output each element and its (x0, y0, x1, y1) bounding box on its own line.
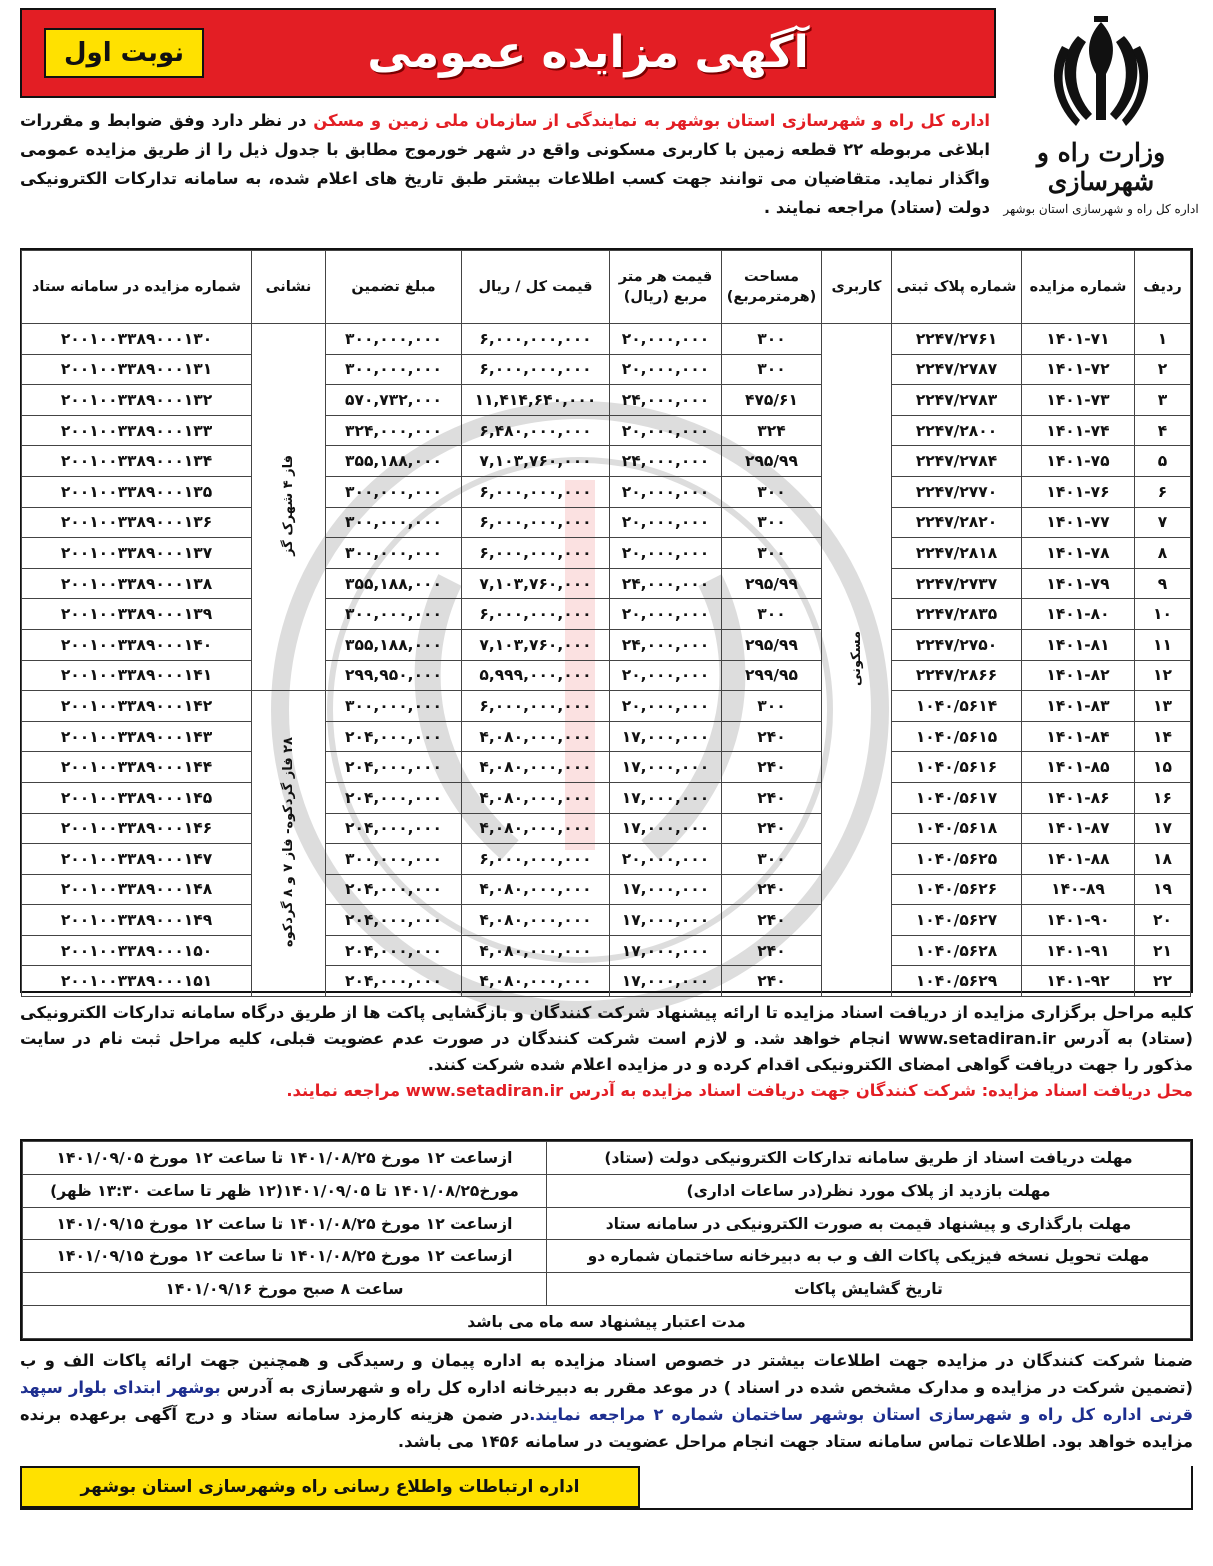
area-cell: ۲۴۰ (722, 782, 822, 813)
plaque-cell: ۱۰۴۰/۵۶۱۴ (892, 691, 1022, 722)
area-cell: ۲۹۵/۹۹ (722, 446, 822, 477)
total-price-cell: ۴,۰۸۰,۰۰۰,۰۰۰ (462, 721, 610, 752)
row-number-cell: ۱۲ (1135, 660, 1191, 691)
deadline-label: مهلت بازدید از پلاک مورد نظر(در ساعات اداری) (546, 1174, 1190, 1207)
setad-number-cell: ۲۰۰۱۰۰۳۳۸۹۰۰۰۱۴۳ (22, 721, 252, 752)
header-address: نشانی (252, 251, 326, 324)
area-cell: ۳۰۰ (722, 476, 822, 507)
area-cell: ۳۰۰ (722, 538, 822, 569)
plaque-cell: ۲۲۴۷/۲۷۷۰ (892, 476, 1022, 507)
closing-part-2: در ضمن هزینه کارمزد سامانه ستاد و درج آگهی برعهده برنده مزایده خواهد بود. اطلاعات تماس سامانه ستاد جهت انجام مراحل عضویت در سامانه ۱۴۵۶ می باشد. (20, 1405, 1193, 1451)
unit-price-cell: ۱۷,۰۰۰,۰۰۰ (610, 752, 722, 783)
deposit-cell: ۳۰۰,۰۰۰,۰۰۰ (326, 507, 462, 538)
footer-office: اداره ارتباطات واطلاع رسانی راه وشهرسازی استان بوشهر (20, 1466, 640, 1508)
setad-number-cell: ۲۰۰۱۰۰۳۳۸۹۰۰۰۱۴۶ (22, 813, 252, 844)
deposit-cell: ۳۲۴,۰۰۰,۰۰۰ (326, 415, 462, 446)
deadline-label: مهلت بارگذاری و پیشنهاد قیمت به صورت الکترونیکی در سامانه ستاد (546, 1207, 1190, 1240)
auction-number-cell: ۱۴۰۱-۷۵ (1022, 446, 1135, 477)
plaque-cell: ۱۰۴۰/۵۶۱۵ (892, 721, 1022, 752)
document-pickup-text: محل دریافت اسناد مزایده: شرکت کنندگان جهت دریافت اسناد مزایده به آدرس www.setadiran.ir مراجعه نمایند. (286, 1081, 1193, 1100)
total-price-cell: ۶,۰۰۰,۰۰۰,۰۰۰ (462, 476, 610, 507)
total-price-cell: ۷,۱۰۳,۷۶۰,۰۰۰ (462, 568, 610, 599)
row-number-cell: ۱۹ (1135, 874, 1191, 905)
area-cell: ۲۴۰ (722, 905, 822, 936)
total-price-cell: ۷,۱۰۳,۷۶۰,۰۰۰ (462, 446, 610, 477)
plaque-cell: ۲۲۴۷/۲۷۳۷ (892, 568, 1022, 599)
area-cell: ۳۲۴ (722, 415, 822, 446)
plaque-cell: ۲۲۴۷/۲۸۲۰ (892, 507, 1022, 538)
setad-number-cell: ۲۰۰۱۰۰۳۳۸۹۰۰۰۱۳۵ (22, 476, 252, 507)
deposit-cell: ۲۰۴,۰۰۰,۰۰۰ (326, 966, 462, 997)
total-price-cell: ۱۱,۴۱۴,۶۴۰,۰۰۰ (462, 385, 610, 416)
closing-paragraph (20, 1347, 1193, 1455)
deposit-cell: ۲۰۴,۰۰۰,۰۰۰ (326, 874, 462, 905)
setad-number-cell: ۲۰۰۱۰۰۳۳۸۹۰۰۰۱۵۱ (22, 966, 252, 997)
deposit-cell: ۳۰۰,۰۰۰,۰۰۰ (326, 691, 462, 722)
area-cell: ۳۰۰ (722, 691, 822, 722)
deposit-cell: ۲۰۴,۰۰۰,۰۰۰ (326, 721, 462, 752)
deadline-value: ازساعت ۱۲ مورخ ۱۴۰۱/۰۸/۲۵ تا ساعت ۱۲ مورخ ۱۴۰۱/۰۹/۱۵ (23, 1240, 547, 1273)
deadlines-table (22, 1141, 1191, 1339)
unit-price-cell: ۲۰,۰۰۰,۰۰۰ (610, 415, 722, 446)
deposit-cell: ۵۷۰,۷۳۲,۰۰۰ (326, 385, 462, 416)
header-setad-number: شماره مزایده در سامانه ستاد (22, 251, 252, 324)
unit-price-cell: ۱۷,۰۰۰,۰۰۰ (610, 905, 722, 936)
header-plaque: شماره پلاک ثبتی (892, 251, 1022, 324)
plaque-cell: ۲۲۴۷/۲۸۰۰ (892, 415, 1022, 446)
deposit-cell: ۲۰۴,۰۰۰,۰۰۰ (326, 752, 462, 783)
table-row (22, 813, 1191, 844)
row-number-cell: ۲۱ (1135, 935, 1191, 966)
table-row (22, 721, 1191, 752)
table-row (22, 354, 1191, 385)
setad-number-cell: ۲۰۰۱۰۰۳۳۸۹۰۰۰۱۴۸ (22, 874, 252, 905)
ministry-name: وزارت راه و شهرسازی (1036, 138, 1166, 196)
address-cell (252, 691, 326, 997)
deposit-cell: ۳۵۵,۱۸۸,۰۰۰ (326, 629, 462, 660)
row-number-cell: ۶ (1135, 476, 1191, 507)
plaque-cell: ۱۰۴۰/۵۶۱۷ (892, 782, 1022, 813)
notice-title: آگهی مزایده عمومی (367, 27, 809, 78)
area-cell: ۲۴۰ (722, 813, 822, 844)
table-row (22, 599, 1191, 630)
round-badge: نوبت اول (44, 28, 204, 78)
deadline-label: مهلت تحویل نسخه فیزیکی پاکات الف و ب به دبیرخانه ساختمان شماره دو (546, 1240, 1190, 1273)
deadline-row (23, 1142, 1191, 1175)
row-number-cell: ۲۰ (1135, 905, 1191, 936)
row-number-cell: ۸ (1135, 538, 1191, 569)
plaque-cell: ۱۰۴۰/۵۶۲۵ (892, 844, 1022, 875)
setad-number-cell: ۲۰۰۱۰۰۳۳۸۹۰۰۰۱۳۱ (22, 354, 252, 385)
area-cell: ۲۴۰ (722, 721, 822, 752)
setad-number-cell: ۲۰۰۱۰۰۳۳۸۹۰۰۰۱۴۱ (22, 660, 252, 691)
unit-price-cell: ۲۰,۰۰۰,۰۰۰ (610, 507, 722, 538)
deposit-cell: ۳۰۰,۰۰۰,۰۰۰ (326, 476, 462, 507)
deadlines-table-container (20, 1139, 1193, 1341)
table-row (22, 568, 1191, 599)
plaque-cell: ۲۲۴۷/۲۷۵۰ (892, 629, 1022, 660)
ministry-logo (996, 16, 1206, 226)
deposit-cell: ۲۰۴,۰۰۰,۰۰۰ (326, 935, 462, 966)
row-number-cell: ۵ (1135, 446, 1191, 477)
row-number-cell: ۱۵ (1135, 752, 1191, 783)
plaque-cell: ۲۲۴۷/۲۷۸۴ (892, 446, 1022, 477)
deposit-cell: ۳۰۰,۰۰۰,۰۰۰ (326, 538, 462, 569)
table-row (22, 446, 1191, 477)
unit-price-cell: ۲۰,۰۰۰,۰۰۰ (610, 660, 722, 691)
total-price-cell: ۴,۰۸۰,۰۰۰,۰۰۰ (462, 752, 610, 783)
table-row (22, 476, 1191, 507)
area-cell: ۳۰۰ (722, 324, 822, 355)
unit-price-cell: ۲۴,۰۰۰,۰۰۰ (610, 568, 722, 599)
header-unit-price: قیمت هر متر مربع (ریال) (610, 251, 722, 324)
deposit-cell: ۲۰۴,۰۰۰,۰۰۰ (326, 782, 462, 813)
area-cell: ۴۷۵/۶۱ (722, 385, 822, 416)
usage-label: مسکونی (849, 630, 864, 686)
deposit-cell: ۳۰۰,۰۰۰,۰۰۰ (326, 844, 462, 875)
header-area: مساحت (هرمترمربع) (722, 251, 822, 324)
deposit-cell: ۳۰۰,۰۰۰,۰۰۰ (326, 599, 462, 630)
auction-number-cell: ۱۴۰۱-۸۴ (1022, 721, 1135, 752)
auction-number-cell: ۱۴۰۱-۸۳ (1022, 691, 1135, 722)
intro-paragraph (20, 106, 990, 222)
auction-table-body (22, 324, 1191, 997)
total-price-cell: ۶,۴۸۰,۰۰۰,۰۰۰ (462, 415, 610, 446)
table-row (22, 905, 1191, 936)
total-price-cell: ۶,۰۰۰,۰۰۰,۰۰۰ (462, 599, 610, 630)
unit-price-cell: ۲۰,۰۰۰,۰۰۰ (610, 538, 722, 569)
validity-row (23, 1306, 1191, 1339)
unit-price-cell: ۱۷,۰۰۰,۰۰۰ (610, 721, 722, 752)
deadline-row (23, 1273, 1191, 1306)
auction-number-cell: ۱۴۰۱-۷۴ (1022, 415, 1135, 446)
setad-number-cell: ۲۰۰۱۰۰۳۳۸۹۰۰۰۱۳۹ (22, 599, 252, 630)
setad-number-cell: ۲۰۰۱۰۰۳۳۸۹۰۰۰۱۳۶ (22, 507, 252, 538)
setad-number-cell: ۲۰۰۱۰۰۳۳۸۹۰۰۰۱۳۳ (22, 415, 252, 446)
plaque-cell: ۲۲۴۷/۲۷۶۱ (892, 324, 1022, 355)
auction-table-container (20, 248, 1193, 993)
table-row (22, 874, 1191, 905)
offer-validity: مدت اعتبار پیشنهاد سه ماه می باشد (23, 1306, 1191, 1339)
auction-number-cell: ۱۴۰۱-۷۶ (1022, 476, 1135, 507)
row-number-cell: ۲۲ (1135, 966, 1191, 997)
total-price-cell: ۶,۰۰۰,۰۰۰,۰۰۰ (462, 324, 610, 355)
plaque-cell: ۲۲۴۷/۲۷۸۷ (892, 354, 1022, 385)
header-total-price: قیمت کل / ریال (462, 251, 610, 324)
total-price-cell: ۴,۰۸۰,۰۰۰,۰۰۰ (462, 905, 610, 936)
table-row (22, 935, 1191, 966)
header-usage: کاربری (822, 251, 892, 324)
area-cell: ۲۹۵/۹۹ (722, 629, 822, 660)
row-number-cell: ۱۶ (1135, 782, 1191, 813)
plaque-cell: ۱۰۴۰/۵۶۱۶ (892, 752, 1022, 783)
auction-number-cell: ۱۴۰۱-۸۵ (1022, 752, 1135, 783)
area-cell: ۲۴۰ (722, 935, 822, 966)
setad-number-cell: ۲۰۰۱۰۰۳۳۸۹۰۰۰۱۳۴ (22, 446, 252, 477)
row-number-cell: ۷ (1135, 507, 1191, 538)
deposit-cell: ۲۰۴,۰۰۰,۰۰۰ (326, 905, 462, 936)
plaque-cell: ۲۲۴۷/۲۸۳۵ (892, 599, 1022, 630)
setad-number-cell: ۲۰۰۱۰۰۳۳۸۹۰۰۰۱۳۸ (22, 568, 252, 599)
total-price-cell: ۴,۰۸۰,۰۰۰,۰۰۰ (462, 966, 610, 997)
plaque-cell: ۱۰۴۰/۵۶۱۸ (892, 813, 1022, 844)
plaque-cell: ۱۰۴۰/۵۶۲۷ (892, 905, 1022, 936)
deadline-value: ساعت ۸ صبح مورخ ۱۴۰۱/۰۹/۱۶ (23, 1273, 547, 1306)
header-banner (20, 8, 996, 98)
area-cell: ۲۴۰ (722, 874, 822, 905)
unit-price-cell: ۲۰,۰۰۰,۰۰۰ (610, 844, 722, 875)
process-text: کلیه مراحل برگزاری مزایده از دریافت اسناد مزایده تا ارائه پیشنهاد شرکت کنندگان و بازگشایی پاکت ها از طریق درگاه سامانه تدارکات الکترونیکی (ستاد) به آدرس www.setadiran.ir انجام خواهد شد. و لازم است شرکت کنندگان در صورت عدم عضویت قبلی، کلیه مراحل ثبت نام در سایت مذکور را جهت دریافت گواهی امضای الکترونیکی اقدام کرده و در مزایده اعلام شده شرکت کنند. (20, 1003, 1193, 1074)
row-number-cell: ۱۸ (1135, 844, 1191, 875)
setad-number-cell: ۲۰۰۱۰۰۳۳۸۹۰۰۰۱۳۷ (22, 538, 252, 569)
total-price-cell: ۴,۰۸۰,۰۰۰,۰۰۰ (462, 782, 610, 813)
address-label: ۲۸ فاز گردکوه- فاز ۷ و ۸ گردکوه (281, 736, 296, 947)
table-row (22, 752, 1191, 783)
table-row (22, 415, 1191, 446)
auction-number-cell: ۱۴۰۱-۷۲ (1022, 354, 1135, 385)
unit-price-cell: ۲۰,۰۰۰,۰۰۰ (610, 354, 722, 385)
table-row (22, 385, 1191, 416)
auction-number-cell: ۱۴۰۱-۷۱ (1022, 324, 1135, 355)
area-cell: ۲۴۰ (722, 966, 822, 997)
iran-emblem-icon (1046, 16, 1156, 134)
area-cell: ۳۰۰ (722, 599, 822, 630)
setad-number-cell: ۲۰۰۱۰۰۳۳۸۹۰۰۰۱۴۲ (22, 691, 252, 722)
table-row (22, 660, 1191, 691)
setad-number-cell: ۲۰۰۱۰۰۳۳۸۹۰۰۰۱۵۰ (22, 935, 252, 966)
table-row (22, 507, 1191, 538)
setad-number-cell: ۲۰۰۱۰۰۳۳۸۹۰۰۰۱۴۹ (22, 905, 252, 936)
row-number-cell: ۲ (1135, 354, 1191, 385)
usage-cell (822, 324, 892, 997)
setad-number-cell: ۲۰۰۱۰۰۳۳۸۹۰۰۰۱۳۲ (22, 385, 252, 416)
closing-part-1: ضمنا شرکت کنندگان در مزایده جهت اطلاعات بیشتر در خصوص اسناد مزایده به اداره پیمان و رسیدگی و همچنین جهت ارائه پاکات الف و ب (تضمین شرکت در مزایده و مدارک مشخص شده در اسناد ) در موعد مقرر به دبیرخانه اداره کل راه و شهرسازی به آدرس (20, 1351, 1193, 1397)
plaque-cell: ۱۰۴۰/۵۶۲۹ (892, 966, 1022, 997)
table-row (22, 629, 1191, 660)
auction-number-cell: ۱۴۰۱-۸۱ (1022, 629, 1135, 660)
auction-number-cell: ۱۴۰۱-۸۲ (1022, 660, 1135, 691)
row-number-cell: ۱ (1135, 324, 1191, 355)
plaque-cell: ۲۲۴۷/۲۷۸۳ (892, 385, 1022, 416)
deposit-cell: ۳۰۰,۰۰۰,۰۰۰ (326, 354, 462, 385)
setad-number-cell: ۲۰۰۱۰۰۳۳۸۹۰۰۰۱۴۰ (22, 629, 252, 660)
total-price-cell: ۴,۰۸۰,۰۰۰,۰۰۰ (462, 813, 610, 844)
plaque-cell: ۲۲۴۷/۲۸۶۶ (892, 660, 1022, 691)
setad-number-cell: ۲۰۰۱۰۰۳۳۸۹۰۰۰۱۴۴ (22, 752, 252, 783)
deadline-value: ازساعت ۱۲ مورخ ۱۴۰۱/۰۸/۲۵ تا ساعت ۱۲ مورخ ۱۴۰۱/۰۹/۱۵ (23, 1207, 547, 1240)
unit-price-cell: ۱۷,۰۰۰,۰۰۰ (610, 813, 722, 844)
right-frame-line (1191, 1466, 1193, 1510)
auction-number-cell: ۱۴۰۱-۹۲ (1022, 966, 1135, 997)
total-price-cell: ۵,۹۹۹,۰۰۰,۰۰۰ (462, 660, 610, 691)
deadline-label: تاریخ گشایش پاکات (546, 1273, 1190, 1306)
deadline-value: ازساعت ۱۲ مورخ ۱۴۰۱/۰۸/۲۵ تا ساعت ۱۲ مورخ ۱۴۰۱/۰۹/۰۵ (23, 1142, 547, 1175)
row-number-cell: ۱۳ (1135, 691, 1191, 722)
deposit-cell: ۳۰۰,۰۰۰,۰۰۰ (326, 324, 462, 355)
deposit-cell: ۳۵۵,۱۸۸,۰۰۰ (326, 568, 462, 599)
area-cell: ۲۹۹/۹۵ (722, 660, 822, 691)
total-price-cell: ۶,۰۰۰,۰۰۰,۰۰۰ (462, 538, 610, 569)
plaque-cell: ۲۲۴۷/۲۸۱۸ (892, 538, 1022, 569)
header-row-number: ردیف (1135, 251, 1191, 324)
row-number-cell: ۱۰ (1135, 599, 1191, 630)
deadline-row (23, 1207, 1191, 1240)
auction-number-cell: ۱۴۰۱-۸۰ (1022, 599, 1135, 630)
deposit-cell: ۲۰۴,۰۰۰,۰۰۰ (326, 813, 462, 844)
setad-number-cell: ۲۰۰۱۰۰۳۳۸۹۰۰۰۱۴۷ (22, 844, 252, 875)
unit-price-cell: ۱۷,۰۰۰,۰۰۰ (610, 874, 722, 905)
unit-price-cell: ۱۷,۰۰۰,۰۰۰ (610, 966, 722, 997)
auction-number-cell: ۱۴۰۱-۷۹ (1022, 568, 1135, 599)
table-row (22, 538, 1191, 569)
row-number-cell: ۹ (1135, 568, 1191, 599)
process-paragraph (20, 1000, 1193, 1104)
auction-number-cell: ۱۴۰۱-۹۱ (1022, 935, 1135, 966)
deadline-row (23, 1240, 1191, 1273)
area-cell: ۲۹۵/۹۹ (722, 568, 822, 599)
table-row (22, 966, 1191, 997)
header-deposit: مبلغ تضمین (326, 251, 462, 324)
deposit-cell: ۲۹۹,۹۵۰,۰۰۰ (326, 660, 462, 691)
intro-body: در نظر دارد وفق ضوابط و مقررات ابلاغی مربوطه ۲۲ قطعه زمین با کاربری مسکونی واقع در شهر خورموج مطابق با جدول ذیل را از طریق مزایده عمومی واگذار نماید. متقاضیان می توانند جهت کسب اطلاعات بیشتر طبق تاریخ های اعلام شده، به سامانه تدارکات الکترونیکی دولت (ستاد) مراجعه نمایند . (20, 111, 990, 217)
auction-number-cell: ۱۴۰۱-۷۳ (1022, 385, 1135, 416)
auction-number-cell: ۱۴۰-۸۹ (1022, 874, 1135, 905)
bottom-frame-line (20, 1508, 1193, 1510)
auction-number-cell: ۱۴۰۱-۷۷ (1022, 507, 1135, 538)
area-cell: ۳۰۰ (722, 354, 822, 385)
auction-number-cell: ۱۴۰۱-۸۸ (1022, 844, 1135, 875)
area-cell: ۳۰۰ (722, 507, 822, 538)
row-number-cell: ۴ (1135, 415, 1191, 446)
office-name: اداره کل راه و شهرسازی استان بوشهر (1003, 202, 1199, 216)
total-price-cell: ۶,۰۰۰,۰۰۰,۰۰۰ (462, 691, 610, 722)
auction-number-cell: ۱۴۰۱-۹۰ (1022, 905, 1135, 936)
row-number-cell: ۱۱ (1135, 629, 1191, 660)
total-price-cell: ۷,۱۰۳,۷۶۰,۰۰۰ (462, 629, 610, 660)
total-price-cell: ۴,۰۸۰,۰۰۰,۰۰۰ (462, 935, 610, 966)
deadline-label: مهلت دریافت اسناد از طریق سامانه تدارکات الکترونیکی دولت (ستاد) (546, 1142, 1190, 1175)
unit-price-cell: ۱۷,۰۰۰,۰۰۰ (610, 935, 722, 966)
table-row (22, 782, 1191, 813)
plaque-cell: ۱۰۴۰/۵۶۲۸ (892, 935, 1022, 966)
header-auction-number: شماره مزایده (1022, 251, 1135, 324)
address-cell (252, 324, 326, 691)
row-number-cell: ۳ (1135, 385, 1191, 416)
auction-number-cell: ۱۴۰۱-۸۷ (1022, 813, 1135, 844)
unit-price-cell: ۱۷,۰۰۰,۰۰۰ (610, 782, 722, 813)
auction-table (21, 250, 1191, 997)
auction-number-cell: ۱۴۰۱-۸۶ (1022, 782, 1135, 813)
table-header-row (22, 251, 1191, 324)
unit-price-cell: ۲۰,۰۰۰,۰۰۰ (610, 476, 722, 507)
unit-price-cell: ۲۴,۰۰۰,۰۰۰ (610, 629, 722, 660)
deposit-cell: ۳۵۵,۱۸۸,۰۰۰ (326, 446, 462, 477)
area-cell: ۲۴۰ (722, 752, 822, 783)
unit-price-cell: ۲۴,۰۰۰,۰۰۰ (610, 446, 722, 477)
deadline-row (23, 1174, 1191, 1207)
unit-price-cell: ۲۴,۰۰۰,۰۰۰ (610, 385, 722, 416)
unit-price-cell: ۲۰,۰۰۰,۰۰۰ (610, 691, 722, 722)
plaque-cell: ۱۰۴۰/۵۶۲۶ (892, 874, 1022, 905)
unit-price-cell: ۲۰,۰۰۰,۰۰۰ (610, 324, 722, 355)
auction-number-cell: ۱۴۰۱-۷۸ (1022, 538, 1135, 569)
total-price-cell: ۶,۰۰۰,۰۰۰,۰۰۰ (462, 354, 610, 385)
table-row (22, 324, 1191, 355)
setad-number-cell: ۲۰۰۱۰۰۳۳۸۹۰۰۰۱۴۵ (22, 782, 252, 813)
table-row (22, 691, 1191, 722)
table-row (22, 844, 1191, 875)
row-number-cell: ۱۷ (1135, 813, 1191, 844)
unit-price-cell: ۲۰,۰۰۰,۰۰۰ (610, 599, 722, 630)
area-cell: ۳۰۰ (722, 844, 822, 875)
setad-number-cell: ۲۰۰۱۰۰۳۳۸۹۰۰۰۱۳۰ (22, 324, 252, 355)
closing-address: بوشهر ابتدای بلوار سپهد قرنی اداره کل راه و شهرسازی استان بوشهر ساختمان شماره ۲ مراجعه نمایند. (20, 1378, 1193, 1424)
total-price-cell: ۶,۰۰۰,۰۰۰,۰۰۰ (462, 844, 610, 875)
row-number-cell: ۱۴ (1135, 721, 1191, 752)
intro-highlight: اداره کل راه و شهرسازی استان بوشهر به نمایندگی از سازمان ملی زمین و مسکن (313, 111, 990, 130)
total-price-cell: ۶,۰۰۰,۰۰۰,۰۰۰ (462, 507, 610, 538)
total-price-cell: ۴,۰۸۰,۰۰۰,۰۰۰ (462, 874, 610, 905)
deadline-value: مورخ۱۴۰۱/۰۸/۲۵ تا ۱۴۰۱/۰۹/۰۵(۱۲ ظهر تا ساعت ۱۳:۳۰ ظهر) (23, 1174, 547, 1207)
address-label: فاز ۴ شهرک گز (281, 454, 296, 556)
